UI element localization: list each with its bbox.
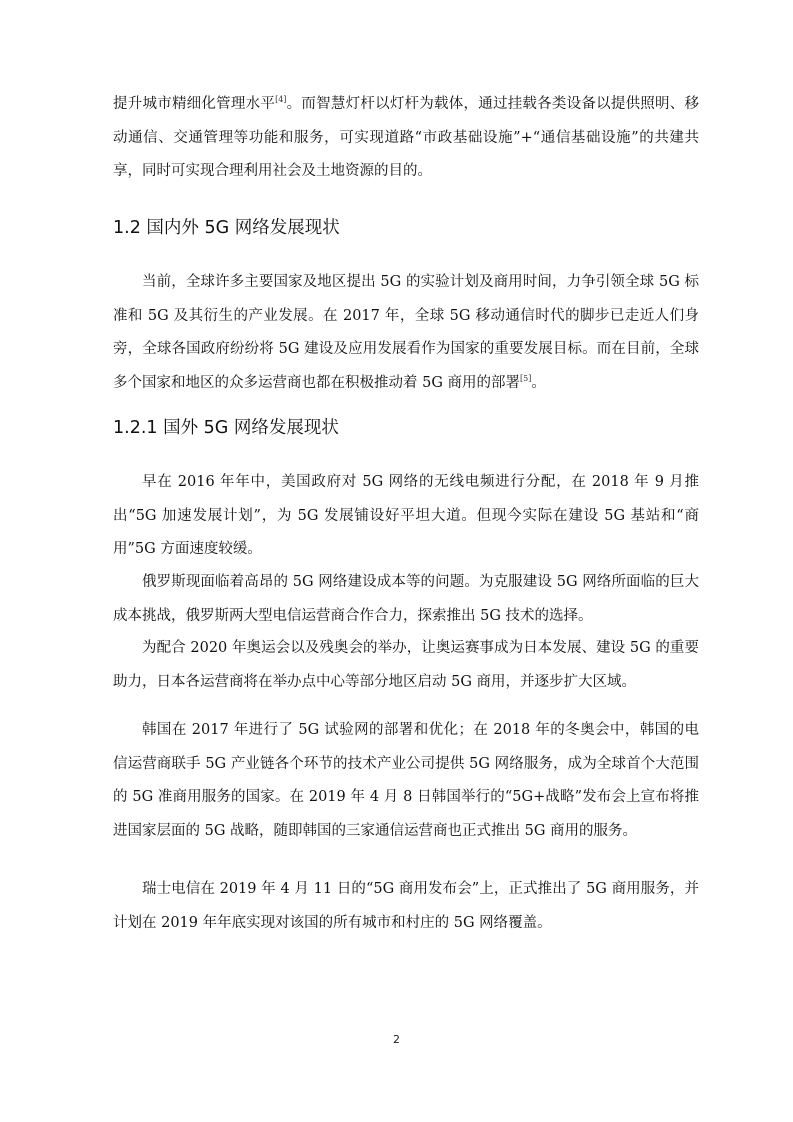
page-number: 2 [393, 1033, 400, 1046]
paragraph-usa: 早在 2016 年年中，美国政府对 5G 网络的无线电频进行分配，在 2018 年 9 月推出“5G 加速发展计划”，为 5G 发展铺设好平坦大道。但现今实际在建设 5G 基站和“商用”5G 方面速度较缓。 [113, 474, 699, 557]
intro-paragraph [113, 88, 699, 189]
section-1-2-text-a: 当前，全球许多主要国家及地区提出 5G 的实验计划及商用时间，力争引领全球 5G 标准和 5G 及其衍生的产业发展。在 2017 年，全球 5G 移动通信时代的脚步已走近人们身旁，全球各国政府纷纷将 5G 建设及应用发展看作为国家的重要发展目标。而在目前，全球多个国家和地区的众多运营商也都在积极推动着 5G 商用的部署 [113, 274, 699, 391]
citation-4: [4] [275, 95, 287, 105]
paragraph-japan: 为配合 2020 年奥运会以及残奥会的举办，让奥运赛事成为日本发展、建设 5G 的重要助力，日本各运营商将在举办点中心等部分地区启动 5G 商用，并逐步扩大区域。 [113, 640, 699, 690]
intro-text-a: 提升城市精细化管理水平 [113, 96, 276, 112]
citation-5: [5] [520, 373, 532, 383]
paragraph-korea: 韩国在 2017 年进行了 5G 试验网的部署和优化；在 2018 年的冬奥会中，韩国的电信运营商联手 5G 产业链各个环节的技术产业公司提供 5G 网络服务，成为全球首个大范围的 5G 准商用服务的国家。在 2019 年 4 月 8 日韩国举行的“5G+战略”发布会上宣布将推进国家层面的 5G 战略，随即韩国的三家通信运营商也正式推出 5G 商用的服务。 [113, 722, 699, 839]
paragraph-switzerland: 瑞士电信在 2019 年 4 月 11 日的“5G 商用发布会”上，正式推出了 5G 商用服务，并计划在 2019 年年底实现对该国的所有城市和村庄的 5G 网络覆盖。 [113, 881, 699, 931]
intro-text-b: 。而智慧灯杆以灯杆为载体，通过挂载各类设备以提供照明、移动通信、交通管理等功能和服务，可实现道路“市政基础设施”+“通信基础设施”的共建共享，同时可实现合理利用社会及土地资源的目的。 [113, 96, 700, 179]
section-1-2-paragraph [113, 266, 699, 400]
section-heading-1-2: 1.2 国内外 5G 网络发展现状 [113, 218, 340, 238]
section-1-2-text-b: 。 [531, 374, 546, 391]
paragraph-russia: 俄罗斯现面临着高昂的 5G 网络建设成本等的问题。为克服建设 5G 网络所面临的巨大成本挑战，俄罗斯两大型电信运营商合作合力，探索推出 5G 技术的选择。 [113, 574, 699, 624]
section-heading-1-2-1: 1.2.1 国外 5G 网络发展现状 [113, 418, 339, 438]
